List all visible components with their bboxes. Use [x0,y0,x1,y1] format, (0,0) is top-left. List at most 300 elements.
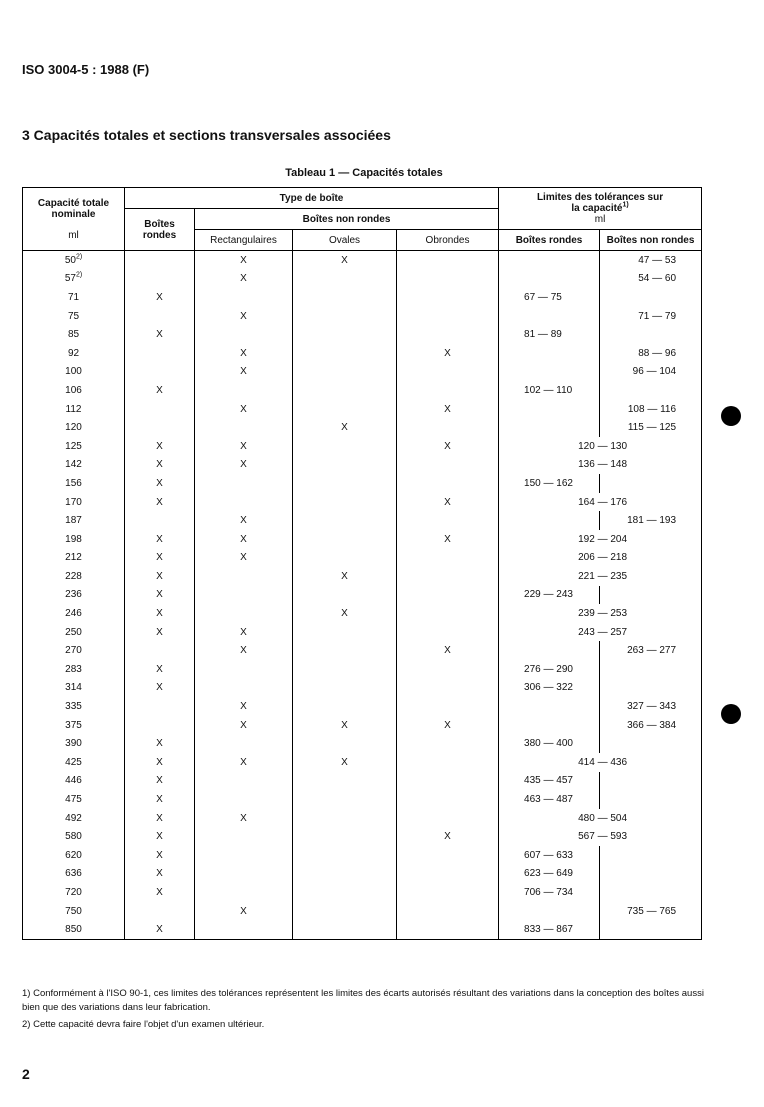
rectangulaires-mark: X [195,549,293,568]
tolerance-rondes: 607 — 633 [499,846,600,865]
rondes-mark: X [125,493,195,512]
table-row [23,530,702,549]
obrondes-mark [397,381,499,400]
tolerance-shared: 243 — 257 [499,623,702,642]
rondes-mark: X [125,325,195,344]
header-boites-rondes [125,209,195,251]
rondes-mark [125,344,195,363]
obrondes-mark [397,902,499,921]
rectangulaires-mark [195,493,293,512]
capacity-cell [23,883,125,902]
capacity-value: 636 [65,868,82,880]
header-limites-line1: Limites des tolérances sur [536,192,664,203]
change-marker-dot [721,704,741,724]
rectangulaires-mark [195,567,293,586]
rectangulaires-mark [195,865,293,884]
table-row [23,567,702,586]
table-row [23,270,702,289]
ovales-mark [293,772,397,791]
rondes-mark [125,400,195,419]
tolerance-shared: 120 — 130 [499,437,702,456]
table-row [23,641,702,660]
capacity-value: 170 [65,496,82,508]
rondes-mark: X [125,827,195,846]
rondes-mark [125,251,195,270]
ovales-mark [293,697,397,716]
rectangulaires-mark [195,288,293,307]
obrondes-mark: X [397,493,499,512]
header-obrondes: Obrondes [397,230,499,251]
capacity-cell [23,734,125,753]
rectangulaires-mark: X [195,363,293,382]
tolerance-rondes [499,511,600,530]
rectangulaires-mark [195,790,293,809]
capacity-value: 750 [65,905,82,917]
capacity-cell [23,641,125,660]
capacity-cell [23,567,125,586]
header-boites-non-rondes: Boîtes non rondes [195,209,499,230]
capacity-cell [23,697,125,716]
table-row [23,344,702,363]
capacity-cell [23,716,125,735]
tolerance-rondes: 706 — 734 [499,883,600,902]
table-row [23,753,702,772]
tolerance-rondes: 81 — 89 [499,325,600,344]
rondes-mark [125,511,195,530]
capacity-cell [23,400,125,419]
rectangulaires-mark: X [195,307,293,326]
capacity-cell [23,474,125,493]
table-row [23,437,702,456]
ovales-mark [293,809,397,828]
capacity-value: 375 [65,719,82,731]
tolerance-non-rondes: 54 — 60 [600,270,702,289]
capacity-value: 142 [65,459,82,471]
tolerance-rondes [499,251,600,270]
rondes-mark: X [125,567,195,586]
ovales-mark: X [293,604,397,623]
tolerance-rondes: 623 — 649 [499,865,600,884]
tolerance-non-rondes [600,474,702,493]
obrondes-mark [397,549,499,568]
tolerance-non-rondes [600,381,702,400]
header-capacity [23,188,125,251]
tolerance-non-rondes [600,920,702,939]
rectangulaires-mark [195,586,293,605]
obrondes-mark: X [397,716,499,735]
header-type-de-boite: Type de boîte [125,188,499,209]
tolerance-non-rondes: 88 — 96 [600,344,702,363]
rondes-mark: X [125,549,195,568]
tolerance-non-rondes [600,325,702,344]
tolerance-non-rondes [600,846,702,865]
obrondes-mark [397,679,499,698]
rondes-mark: X [125,734,195,753]
capacity-cell [23,307,125,326]
tolerance-non-rondes [600,772,702,791]
table-row [23,511,702,530]
rectangulaires-mark [195,883,293,902]
obrondes-mark [397,846,499,865]
rectangulaires-mark [195,679,293,698]
tolerance-rondes: 67 — 75 [499,288,600,307]
capacity-cell [23,251,125,270]
rondes-mark: X [125,679,195,698]
obrondes-mark [397,883,499,902]
ovales-mark [293,586,397,605]
tolerance-shared: 164 — 176 [499,493,702,512]
capacity-footnote-ref: 2) [75,272,83,280]
capacity-cell [23,660,125,679]
header-rectangulaires: Rectangulaires [195,230,293,251]
capacity-value: 120 [65,422,82,434]
capacity-cell [23,586,125,605]
capacity-cell [23,418,125,437]
rondes-mark: X [125,474,195,493]
rondes-mark [125,697,195,716]
obrondes-mark [397,251,499,270]
rectangulaires-mark [195,827,293,846]
capacity-cell [23,530,125,549]
table-row [23,846,702,865]
table-row [23,418,702,437]
rondes-mark: X [125,530,195,549]
ovales-mark [293,623,397,642]
capacity-table [22,187,702,940]
rondes-mark: X [125,846,195,865]
change-marker-dot [721,406,741,426]
capacity-cell [23,809,125,828]
table-row [23,883,702,902]
capacity-value: 236 [65,589,82,601]
ovales-mark [293,363,397,382]
header-limites-footnote: 1) [622,201,629,209]
rondes-mark [125,363,195,382]
capacity-value: 246 [65,608,82,620]
ovales-mark [293,325,397,344]
tolerance-rondes: 380 — 400 [499,734,600,753]
obrondes-mark: X [397,530,499,549]
capacity-value: 425 [65,756,82,768]
rondes-mark: X [125,772,195,791]
ovales-mark [293,344,397,363]
tolerance-rondes: 150 — 162 [499,474,600,493]
rondes-mark [125,270,195,289]
obrondes-mark: X [397,827,499,846]
capacity-cell [23,772,125,791]
capacity-cell [23,511,125,530]
rondes-mark: X [125,865,195,884]
rectangulaires-mark: X [195,251,293,270]
rondes-mark [125,307,195,326]
rectangulaires-mark [195,846,293,865]
tolerance-rondes [499,400,600,419]
capacity-value: 198 [65,533,82,545]
capacity-value: 85 [67,329,80,341]
tolerance-non-rondes [600,790,702,809]
obrondes-mark [397,270,499,289]
tolerance-rondes [499,418,600,437]
obrondes-mark [397,511,499,530]
table-row [23,920,702,939]
tolerance-rondes: 276 — 290 [499,660,600,679]
obrondes-mark: X [397,437,499,456]
tolerance-non-rondes: 263 — 277 [600,641,702,660]
rectangulaires-mark: X [195,511,293,530]
table-row [23,772,702,791]
ovales-mark: X [293,753,397,772]
capacity-cell [23,623,125,642]
capacity-table-container [22,187,701,940]
tolerance-non-rondes [600,865,702,884]
rectangulaires-mark: X [195,400,293,419]
rondes-mark: X [125,623,195,642]
capacity-value: 492 [65,812,82,824]
rondes-mark: X [125,604,195,623]
capacity-cell [23,363,125,382]
capacity-table-body [23,251,702,940]
header-boites-rondes-line1: Boîtes [144,218,175,230]
ovales-mark [293,288,397,307]
table-row [23,474,702,493]
capacity-footnote-ref: 2) [75,253,83,261]
rectangulaires-mark [195,660,293,679]
capacity-cell [23,846,125,865]
ovales-mark: X [293,716,397,735]
obrondes-mark: X [397,344,499,363]
rectangulaires-mark [195,772,293,791]
tolerance-rondes [499,307,600,326]
rectangulaires-mark: X [195,697,293,716]
obrondes-mark [397,865,499,884]
capacity-value: 228 [65,570,82,582]
rectangulaires-mark [195,325,293,344]
tolerance-non-rondes: 366 — 384 [600,716,702,735]
obrondes-mark [397,418,499,437]
header-limites-line2: la capacité [571,203,623,214]
ovales-mark: X [293,418,397,437]
obrondes-mark [397,920,499,939]
tolerance-shared: 192 — 204 [499,530,702,549]
capacity-value: 314 [65,682,82,694]
ovales-mark [293,549,397,568]
rectangulaires-mark [195,734,293,753]
capacity-value: 156 [65,477,82,489]
ovales-mark [293,474,397,493]
rondes-mark [125,902,195,921]
rondes-mark [125,641,195,660]
tolerance-rondes [499,641,600,660]
tolerance-shared: 239 — 253 [499,604,702,623]
ovales-mark [293,270,397,289]
header-capacity-unit: ml [68,229,79,241]
capacity-value: 50 [64,254,76,266]
rectangulaires-mark: X [195,437,293,456]
table-row [23,716,702,735]
table-row [23,660,702,679]
tolerance-rondes [499,363,600,382]
rectangulaires-mark: X [195,641,293,660]
capacity-value: 620 [65,849,82,861]
table-row [23,697,702,716]
tolerance-rondes [499,270,600,289]
ovales-mark [293,381,397,400]
obrondes-mark: X [397,400,499,419]
capacity-value: 187 [65,515,82,527]
capacity-value: 270 [65,645,82,657]
tolerance-rondes: 435 — 457 [499,772,600,791]
tolerance-non-rondes: 327 — 343 [600,697,702,716]
rondes-mark: X [125,790,195,809]
table-row [23,288,702,307]
tolerance-shared: 136 — 148 [499,456,702,475]
rectangulaires-mark: X [195,344,293,363]
capacity-value: 212 [65,552,82,564]
capacity-value: 446 [65,775,82,787]
tolerance-rondes [499,716,600,735]
ovales-mark [293,827,397,846]
ovales-mark [293,790,397,809]
footnote-1: 1) Conformément à l'ISO 90-1, ces limites des tolérances représentent les limites des écarts autorisés résultant des variations dans la conception des boîtes aussi bien que des variations dans leur fabrication. [22,988,704,1013]
ovales-mark [293,920,397,939]
capacity-cell [23,344,125,363]
tolerance-non-rondes: 735 — 765 [600,902,702,921]
capacity-cell [23,753,125,772]
ovales-mark [293,660,397,679]
table-row [23,790,702,809]
table-row [23,902,702,921]
header-capacity-line1: Capacité totale [37,197,110,209]
capacity-cell [23,288,125,307]
tolerance-rondes: 833 — 867 [499,920,600,939]
tolerance-shared: 567 — 593 [499,827,702,846]
page-number: 2 [22,1066,30,1082]
rectangulaires-mark [195,381,293,400]
tolerance-shared: 480 — 504 [499,809,702,828]
header-tol-rondes: Boîtes rondes [499,230,600,251]
ovales-mark [293,511,397,530]
table-row [23,865,702,884]
capacity-cell [23,827,125,846]
table-row [23,809,702,828]
capacity-cell [23,790,125,809]
tolerance-rondes [499,697,600,716]
tolerance-non-rondes: 108 — 116 [600,400,702,419]
rectangulaires-mark: X [195,716,293,735]
capacity-value: 390 [65,738,82,750]
ovales-mark [293,437,397,456]
ovales-mark [293,734,397,753]
tolerance-shared: 414 — 436 [499,753,702,772]
obrondes-mark: X [397,641,499,660]
capacity-value: 112 [65,403,82,415]
tolerance-non-rondes [600,679,702,698]
header-limites-unit: ml [594,214,606,225]
capacity-value: 71 [67,291,80,303]
capacity-value: 100 [65,366,82,378]
header-boites-rondes-line2: rondes [142,229,177,241]
tolerance-non-rondes: 47 — 53 [600,251,702,270]
obrondes-mark [397,772,499,791]
ovales-mark [293,307,397,326]
capacity-value: 475 [65,794,82,806]
capacity-value: 580 [65,831,82,843]
tolerance-shared: 221 — 235 [499,567,702,586]
rectangulaires-mark: X [195,623,293,642]
tolerance-non-rondes [600,883,702,902]
capacity-cell [23,679,125,698]
ovales-mark [293,493,397,512]
table-row [23,400,702,419]
rectangulaires-mark: X [195,809,293,828]
capacity-cell [23,549,125,568]
header-tol-non-rondes: Boîtes non rondes [600,230,702,251]
obrondes-mark [397,660,499,679]
capacity-cell [23,865,125,884]
obrondes-mark [397,325,499,344]
ovales-mark [293,641,397,660]
rectangulaires-mark [195,604,293,623]
rectangulaires-mark: X [195,902,293,921]
rondes-mark [125,418,195,437]
ovales-mark [293,400,397,419]
table-row [23,827,702,846]
tolerance-non-rondes [600,288,702,307]
ovales-mark [293,883,397,902]
rectangulaires-mark: X [195,753,293,772]
table-row [23,493,702,512]
tolerance-rondes: 229 — 243 [499,586,600,605]
obrondes-mark [397,790,499,809]
rondes-mark: X [125,586,195,605]
obrondes-mark [397,809,499,828]
header-capacity-line2: nominale [51,208,96,220]
obrondes-mark [397,288,499,307]
capacity-value: 850 [65,924,82,936]
table-row [23,679,702,698]
ovales-mark [293,679,397,698]
capacity-cell [23,604,125,623]
rondes-mark: X [125,660,195,679]
obrondes-mark [397,697,499,716]
rectangulaires-mark: X [195,530,293,549]
rondes-mark: X [125,809,195,828]
rondes-mark: X [125,437,195,456]
header-limites [499,188,702,230]
tolerance-rondes [499,902,600,921]
rectangulaires-mark: X [195,456,293,475]
tolerance-non-rondes [600,734,702,753]
capacity-cell [23,270,125,289]
capacity-value: 57 [64,273,76,285]
table-row [23,325,702,344]
obrondes-mark [397,604,499,623]
rondes-mark: X [125,456,195,475]
header-ovales: Ovales [293,230,397,251]
rondes-mark [125,716,195,735]
rectangulaires-mark: X [195,270,293,289]
capacity-cell [23,920,125,939]
capacity-cell [23,456,125,475]
tolerance-non-rondes [600,660,702,679]
table-row [23,549,702,568]
table-row [23,307,702,326]
table-row [23,604,702,623]
table-row [23,251,702,270]
ovales-mark [293,530,397,549]
capacity-value: 250 [65,626,82,638]
capacity-cell [23,493,125,512]
